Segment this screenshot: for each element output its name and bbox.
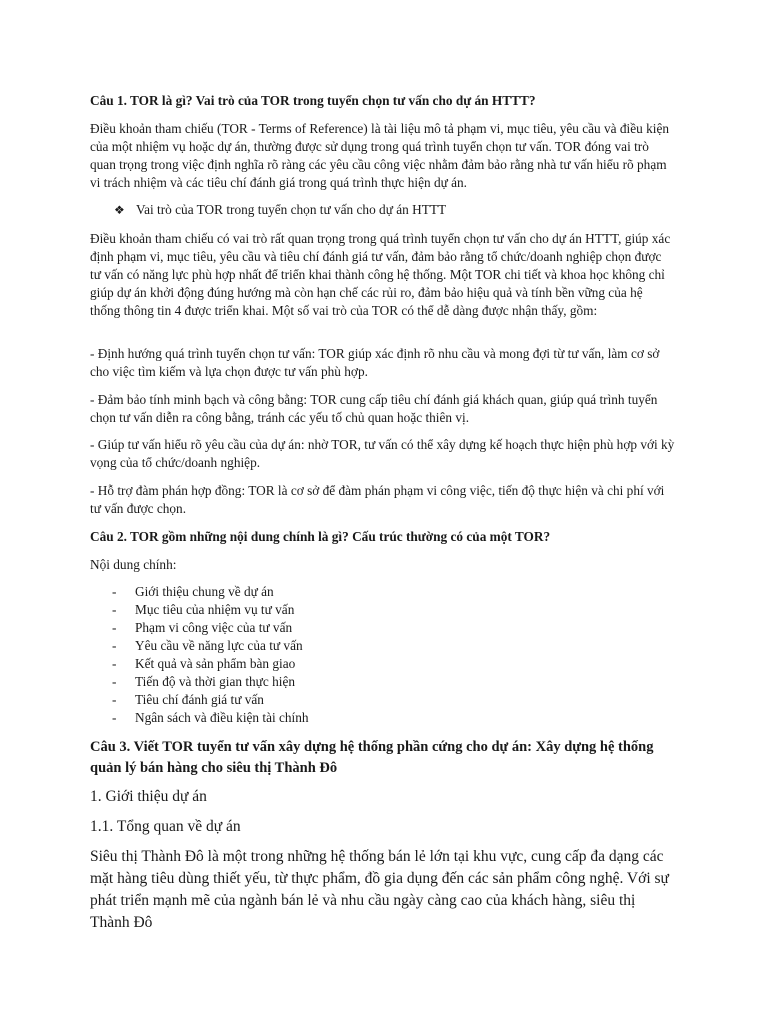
role-item: - Hỗ trợ đàm phán hợp đồng: TOR là cơ sở để đàm phán phạm vi công việc, tiến độ thực hiện và chi phí với tư vấn được chọn. <box>90 483 665 516</box>
role-item: - Định hướng quá trình tuyển chọn tư vấn: TOR giúp xác định rõ nhu cầu và mong đợi từ tư vấn, làm cơ sở cho việc tìm kiếm và lựa chọn được tư vấn phù hợp. <box>90 346 660 379</box>
list-item: - Tiến độ và thời gian thực hiện <box>112 674 295 689</box>
list-item: - Tiêu chí đánh giá tư vấn <box>112 692 264 707</box>
question-1-heading: Câu 1. TOR là gì? Vai trò của TOR trong tuyển chọn tư vấn cho dự án HTTT? <box>90 93 536 108</box>
main-content-intro: Nội dung chính: <box>90 557 177 572</box>
question-3-heading: Câu 3. Viết TOR tuyển tư vấn xây dựng hệ thống phần cứng cho dự án: Xây dựng hệ thống quản lý bán hàng cho siêu thị Thành Đô <box>90 739 654 776</box>
role-item: - Giúp tư vấn hiểu rõ yêu cầu của dự án: nhờ TOR, tư vấn có thể xây dựng kế hoạch thực hiện phù hợp với kỳ vọng của tổ chức/doanh nghiệp. <box>90 437 675 470</box>
main-content-list <box>112 583 672 727</box>
list-item: - Phạm vi công việc của tư vấn <box>112 620 293 635</box>
list-item: - Yêu cầu về năng lực của tư vấn <box>112 638 303 653</box>
list-item: - Giới thiệu chung về dự án <box>112 584 274 599</box>
role-paragraph: Điều khoản tham chiếu có vai trò rất quan trọng trong quá trình tuyển chọn tư vấn cho dự án HTTT, giúp xác định phạm vi, mục tiêu, yêu cầu và tiêu chí đánh giá tư vấn, đảm bảo rằng tổ chức/doanh nghiệp chọn được tư vấn có năng lực phù hợp nhất để triển khai thành công hệ thống. Một TOR chi tiết và khoa học không chỉ giúp dự án khởi động đúng hướng mà còn hạn chế các rủi ro, đảm bảo hiệu quả và tính bền vững của hệ thống thông tin 4 được triển khai. Một số vai trò của TOR có thể dễ dàng được nhận thấy, gồm: <box>90 231 671 318</box>
role-bullet <box>114 201 674 219</box>
section-1-1-heading: 1.1. Tổng quan về dự án <box>90 818 241 835</box>
list-item: - Mục tiêu của nhiệm vụ tư vấn <box>112 602 295 617</box>
question-2-heading: Câu 2. TOR gồm những nội dung chính là gì? Cấu trúc thường có của một TOR? <box>90 529 551 544</box>
role-bullet-text: Vai trò của TOR trong tuyển chọn tư vấn cho dự án HTTT <box>136 202 447 217</box>
list-item: - Ngân sách và điều kiện tài chính <box>112 710 309 725</box>
list-item: - Kết quả và sản phẩm bàn giao <box>112 656 296 671</box>
section-1-heading: 1. Giới thiệu dự án <box>90 788 207 805</box>
tor-definition-paragraph: Điều khoản tham chiếu (TOR - Terms of Reference) là tài liệu mô tả phạm vi, mục tiêu, yêu cầu và điều kiện của một nhiệm vụ hoặc dự án, thường được sử dụng trong quá trình tuyển chọn tư vấn. TOR đóng vai trò quan trọng trong việc định nghĩa rõ ràng các yêu cầu công việc nhằm đảm bảo rằng nhà tư vấn hiểu rõ phạm vi trách nhiệm và các tiêu chí đánh giá trong quá trình thực hiện dự án. <box>90 121 670 190</box>
role-item: - Đảm bảo tính minh bạch và công bằng: TOR cung cấp tiêu chí đánh giá khách quan, giúp quá trình tuyển chọn tư vấn diễn ra công bằng, tránh các yếu tố chủ quan hoặc thiên vị. <box>90 392 658 425</box>
project-overview-paragraph: Siêu thị Thành Đô là một trong những hệ thống bán lẻ lớn tại khu vực, cung cấp đa dạng các mặt hàng tiêu dùng thiết yếu, từ thực phẩm, đồ gia dụng đến các sản phẩm công nghệ. Với sự phát triển mạnh mẽ của ngành bán lẻ và nhu cầu ngày càng cao của khách hàng, siêu thị Thành Đô <box>90 848 669 931</box>
diamond-bullet-icon: ❖ <box>114 203 125 217</box>
